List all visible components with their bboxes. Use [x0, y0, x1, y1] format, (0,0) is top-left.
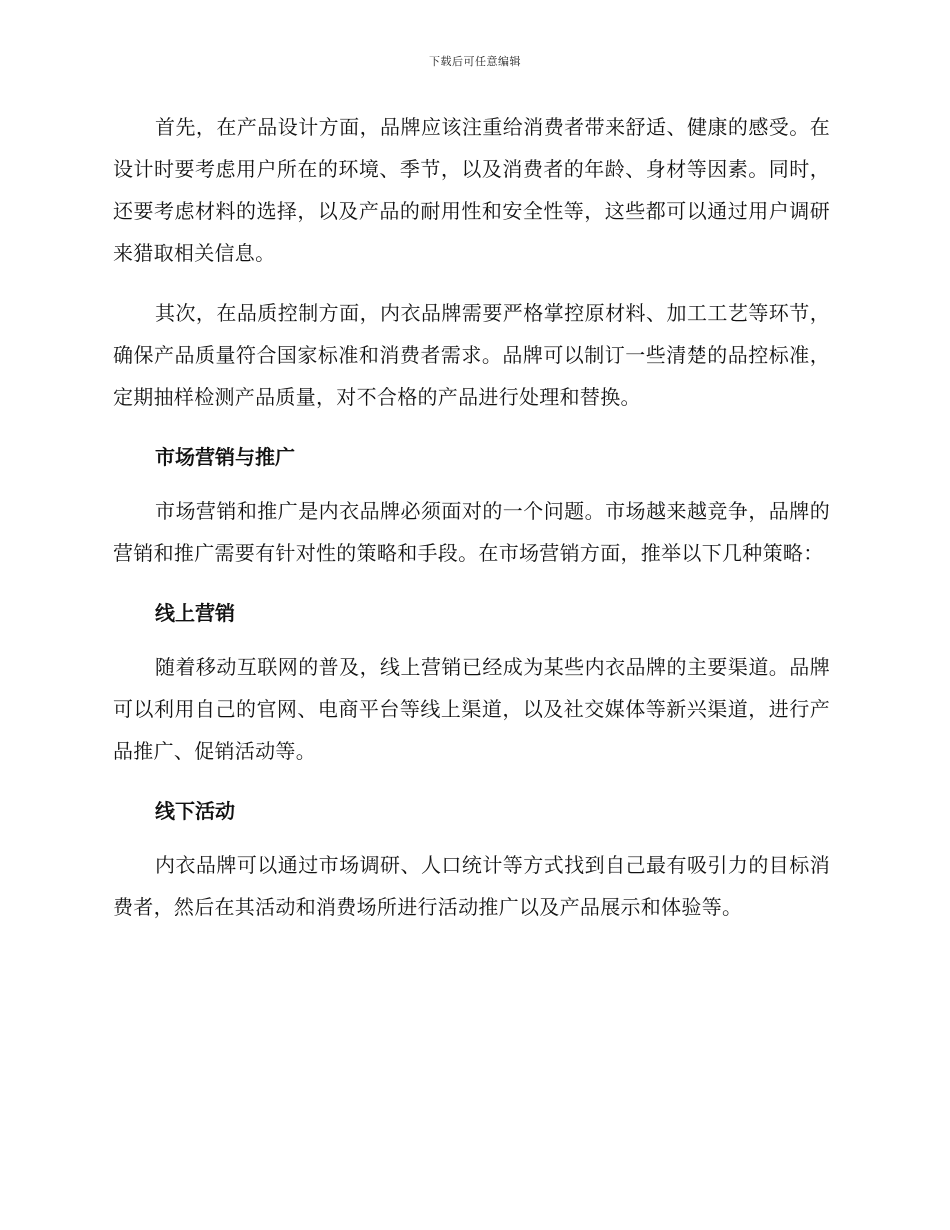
subheading-offline-activities: 线下活动 — [155, 799, 235, 823]
paragraph-online-marketing: 随着移动互联网的普及，线上营销已经成为某些内衣品牌的主要渠道。品牌可以利用自己的官网、电商平台等线上渠道，以及社交媒体等新兴渠道，进行产品推广、促销活动等。 — [113, 655, 830, 763]
subheading-online-marketing: 线上营销 — [155, 601, 235, 625]
paragraph-quality-control: 其次，在品质控制方面，内衣品牌需要严格掌控原材料、加工工艺等环节，确保产品质量符合国家标准和消费者需求。品牌可以制订一些清楚的品控标准，定期抽样检测产品质量，对不合格的产品进行处理和替换。 — [113, 301, 830, 409]
paragraph-marketing-intro: 市场营销和推广是内衣品牌必须面对的一个问题。市场越来越竞争，品牌的营销和推广需要有针对性的策略和手段。在市场营销方面，推举以下几种策略： — [113, 499, 830, 565]
paragraph-product-design: 首先，在产品设计方面，品牌应该注重给消费者带来舒适、健康的感受。在设计时要考虑用户所在的环境、季节，以及消费者的年龄、身材等因素。同时，还要考虑材料的选择，以及产品的耐用性和安全性等，这些都可以通过用户调研来猎取相关信息。 — [113, 115, 830, 265]
paragraph-offline-activities: 内衣品牌可以通过市场调研、人口统计等方式找到自己最有吸引力的目标消费者，然后在其活动和消费场所进行活动推广以及产品展示和体验等。 — [113, 853, 830, 919]
section-heading-marketing: 市场营销与推广 — [155, 445, 295, 469]
document-body — [113, 106, 830, 946]
page-header: 下载后可任意编辑 — [429, 55, 521, 68]
